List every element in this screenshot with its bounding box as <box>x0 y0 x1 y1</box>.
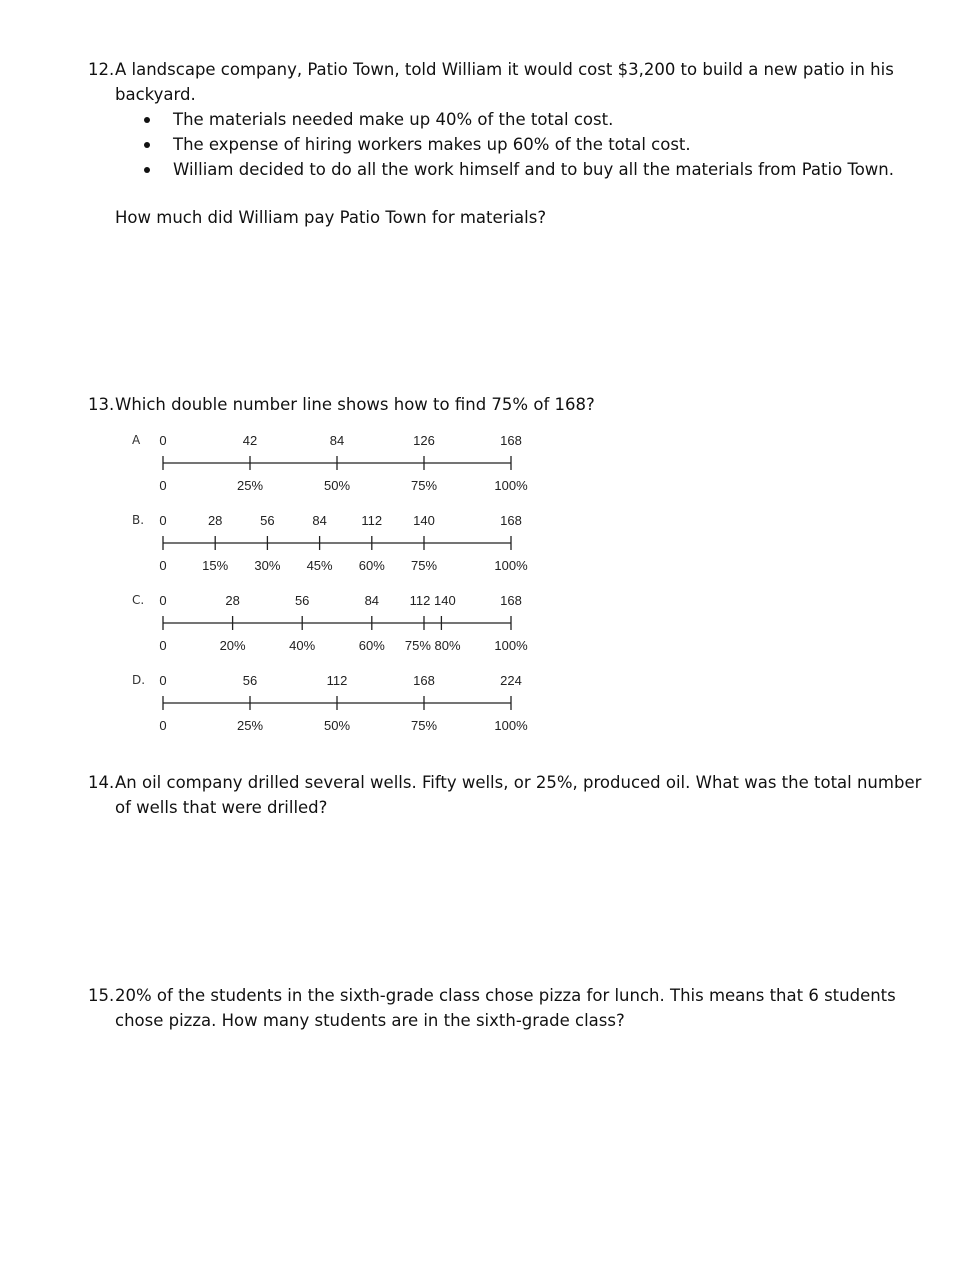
bottom-percent-label: 15% <box>202 558 229 573</box>
top-value-label: 140 <box>413 513 435 528</box>
bottom-percent-label: 20% <box>219 638 246 653</box>
question-text: An oil company drilled several wells. Fifty wells, or 25%, produced oil. What was the total number of wells that were drilled? <box>115 773 922 817</box>
question-text: A landscape company, Patio Town, told William it would cost $3,200 to build a new patio in his backyard. <box>115 60 894 104</box>
top-value-label: 224 <box>500 673 522 688</box>
bottom-percent-label: 60% <box>358 638 385 653</box>
bottom-percent-label: 45% <box>306 558 333 573</box>
top-value-label: 0 <box>159 593 167 608</box>
bottom-percent-label: 25% <box>236 478 264 493</box>
question-text: 20% of the students in the sixth-grade class chose pizza for lunch. This means that 6 students chose pizza. How many students are in the sixth-grade class? <box>115 986 896 1030</box>
bottom-percent-label: 75% 80% <box>404 638 461 653</box>
bottom-percent-label: 30% <box>254 558 281 573</box>
question-number: 13. <box>88 395 115 414</box>
bottom-percent-label: 0 <box>159 478 167 493</box>
bottom-percent-label: 60% <box>358 558 385 573</box>
bottom-percent-label: 75% <box>410 718 438 733</box>
top-value-label: 112 <box>361 513 383 528</box>
top-value-label: 168 <box>500 513 522 528</box>
bottom-percent-label: 100% <box>494 718 528 733</box>
bullet-dot-icon <box>144 117 150 123</box>
bullet-text: The expense of hiring workers makes up 60% of the total cost. <box>173 135 691 154</box>
question-prompt: How much did William pay Patio Town for materials? <box>115 208 547 227</box>
top-value-label: 168 <box>413 673 435 688</box>
top-value-label: 28 <box>207 513 223 528</box>
bullet-list <box>115 107 938 182</box>
bottom-percent-label: 100% <box>494 638 528 653</box>
top-value-label: 112 <box>326 673 348 688</box>
top-value-label: 56 <box>242 673 258 688</box>
option-label: C. <box>132 593 145 607</box>
bottom-percent-label: 40% <box>289 638 316 653</box>
question-12 <box>88 57 938 230</box>
bullet-text: The materials needed make up 40% of the total cost. <box>173 110 614 129</box>
bullet-item <box>115 107 938 132</box>
option-label: A <box>132 433 141 447</box>
top-value-label: 0 <box>159 433 167 448</box>
top-value-label: 168 <box>500 433 522 448</box>
top-value-label: 0 <box>159 513 167 528</box>
bottom-percent-label: 50% <box>323 718 351 733</box>
question-14 <box>88 770 938 820</box>
bottom-percent-label: 50% <box>323 478 351 493</box>
question-number: 15. <box>88 986 115 1005</box>
bottom-percent-label: 25% <box>236 718 264 733</box>
bottom-percent-label: 100% <box>494 558 528 573</box>
top-value-label: 28 <box>225 593 240 608</box>
double-number-lines <box>120 425 540 745</box>
bottom-percent-label: 75% <box>410 478 438 493</box>
bullet-dot-icon <box>144 167 150 173</box>
bullet-item <box>115 157 938 182</box>
question-number: 14. <box>88 773 115 792</box>
bottom-percent-label: 0 <box>159 718 167 733</box>
top-value-label: 84 <box>364 593 380 608</box>
bullet-dot-icon <box>144 142 150 148</box>
question-13 <box>88 392 938 417</box>
top-value-label: 112 140 <box>409 593 456 608</box>
top-value-label: 42 <box>242 433 258 448</box>
bullet-item <box>115 132 938 157</box>
bullet-text: William decided to do all the work himself and to buy all the materials from Patio Town. <box>173 160 895 179</box>
top-value-label: 84 <box>312 513 327 528</box>
option-label: B. <box>132 513 145 527</box>
bottom-percent-label: 0 <box>159 558 167 573</box>
question-number: 12. <box>88 60 115 79</box>
top-value-label: 0 <box>159 673 167 688</box>
bottom-percent-label: 75% <box>410 558 438 573</box>
top-value-label: 56 <box>260 513 275 528</box>
top-value-label: 126 <box>413 433 435 448</box>
question-15 <box>88 983 938 1033</box>
bottom-percent-label: 0 <box>159 638 167 653</box>
question-text: Which double number line shows how to find 75% of 168? <box>115 395 595 414</box>
option-label: D. <box>132 673 146 687</box>
bottom-percent-label: 100% <box>494 478 528 493</box>
top-value-label: 84 <box>329 433 345 448</box>
top-value-label: 56 <box>294 593 310 608</box>
top-value-label: 168 <box>500 593 522 608</box>
